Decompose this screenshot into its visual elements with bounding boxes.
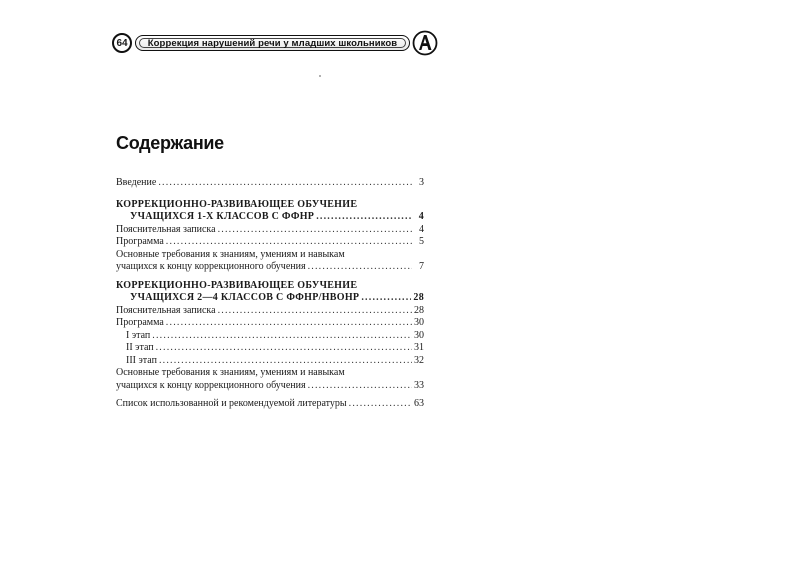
section2-heading: КОРРЕКЦИОННО-РАЗВИВАЮЩЕЕ ОБУЧЕНИЕ: [116, 279, 358, 291]
publisher-logo-icon: [412, 30, 438, 56]
toc-entry-section2-program: Программа ..... 30: [116, 317, 424, 330]
toc-entry-section1-requirements: учащихся к концу коррекционного обучения ..... 7: [116, 261, 424, 274]
toc-entry-intro: Введение ..... 3: [116, 177, 424, 190]
running-title-banner: [135, 35, 410, 51]
toc-entry-section1-program: Программа ..... 5: [116, 236, 424, 249]
toc-entry-section2-requirements: учащихся к концу коррекционного обучения ..... 33: [116, 380, 424, 393]
running-title: Коррекция нарушений речи у младших школьников: [147, 37, 398, 49]
table-of-contents: [116, 133, 424, 411]
section1-requirements: Основные требования к знаниям, умениям и навыкам: [116, 248, 345, 260]
section2-requirements: Основные требования к знаниям, умениям и навыкам: [116, 367, 345, 378]
toc-entry-section1-note: Пояснительная записка ..... 4: [116, 224, 424, 237]
toc-entry-stage2: II этап ..... 31: [116, 342, 424, 355]
toc-title: Содержание: [116, 133, 224, 153]
running-header: [112, 30, 434, 56]
page-number: 64: [112, 33, 132, 53]
toc-entry-stage1: I этап ..... 30: [116, 330, 424, 343]
toc-entry-bibliography: Список использованной и рекомендуемой литературы ..... 63: [116, 398, 424, 411]
scan-speck: [319, 75, 321, 77]
section1-heading: КОРРЕКЦИОННО-РАЗВИВАЮЩЕЕ ОБУЧЕНИЕ: [116, 198, 358, 210]
toc-entry-section2-note: Пояснительная записка ..... 28: [116, 305, 424, 318]
toc-entry-section1: УЧАЩИХСЯ 1-Х КЛАССОВ С ФФНР ..... 4: [116, 211, 424, 224]
toc-entry-section2: УЧАЩИХСЯ 2—4 КЛАССОВ С ФФНР/НВОНР ..... 28: [116, 292, 424, 305]
toc-entry-stage3: III этап ..... 32: [116, 355, 424, 368]
